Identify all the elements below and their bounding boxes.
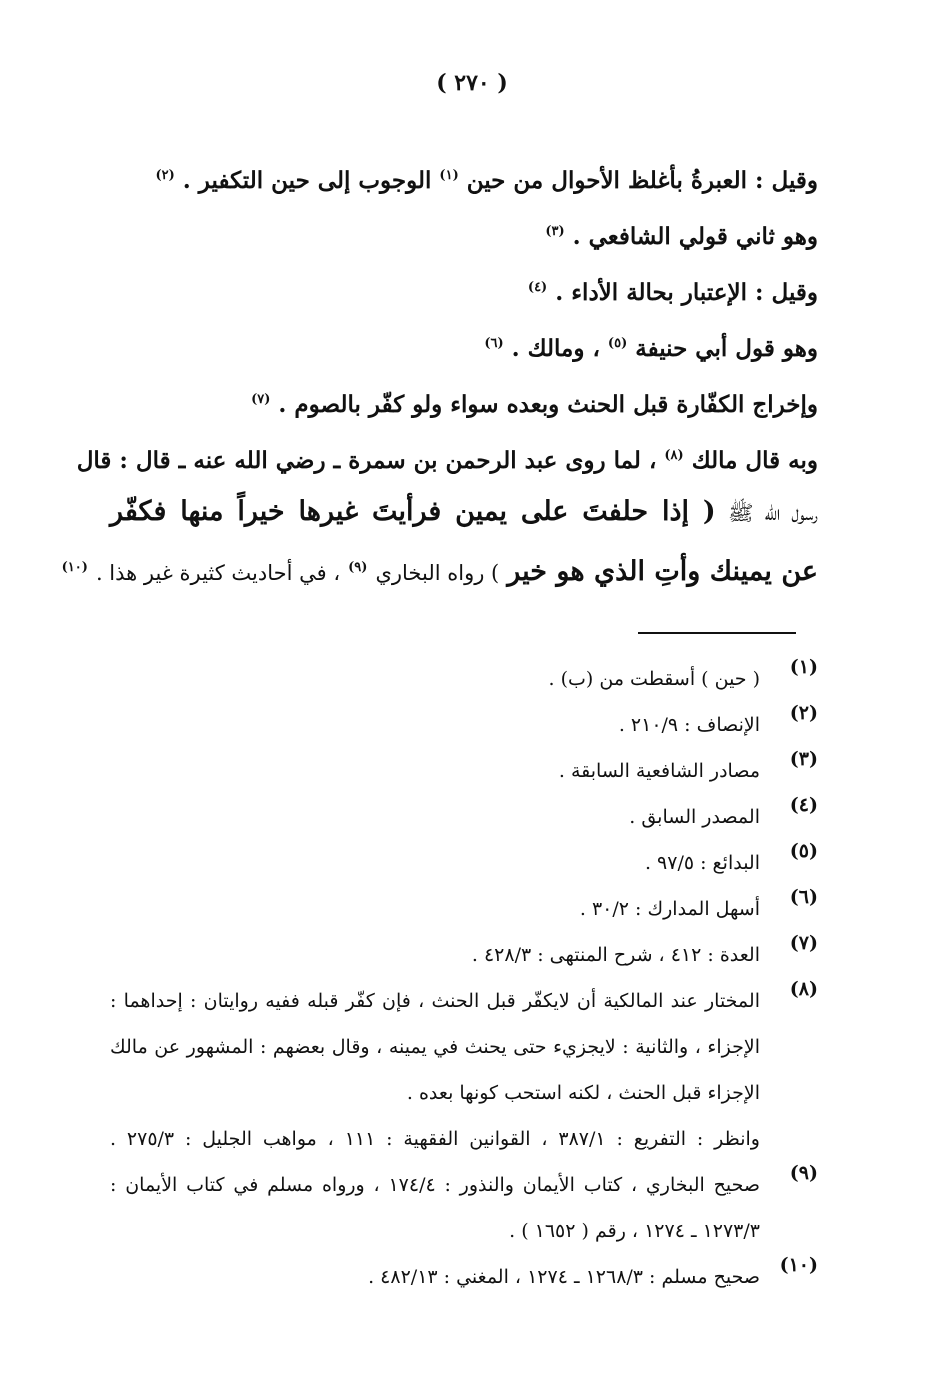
footnote-text: صحيح البخاري ، كتاب الأيمان والنذور : ١٧٤/٤ ، ورواه مسلم في كتاب الأيمان : [110, 1174, 760, 1196]
footnote [110, 794, 818, 840]
footnote-ref: (٣) [545, 224, 565, 239]
footnote-number: (٨) [789, 978, 818, 1000]
text-segment: الوجوب إلى حين التكفير . [182, 167, 432, 194]
footnote-ref: (٩) [348, 560, 368, 575]
footnote [110, 748, 818, 794]
footnote-number: (٩) [789, 1162, 818, 1184]
page-number: ( ٢٧٠ ) [436, 70, 508, 96]
footnote [110, 886, 818, 932]
text-line [110, 316, 818, 372]
footnote-number: (٣) [789, 748, 818, 770]
text-line [110, 204, 818, 260]
text-line [76, 428, 818, 484]
text-segment: وبه قال مالك [691, 447, 818, 474]
text-segment: ) رواه البخاري [375, 561, 500, 585]
footnote-number: (٧) [789, 932, 818, 954]
footnote-text: الإنصاف : ٢١٠/٩ . [618, 714, 760, 736]
text-segment: وهو ثاني قولي الشافعي . [572, 223, 818, 250]
footnote-text: المصدر السابق . [629, 806, 760, 828]
main-text [61, 148, 818, 596]
footnote-separator [638, 632, 796, 634]
footnote-text: مصادر الشافعية السابقة . [558, 760, 760, 782]
text-segment: وهو قول أبي حنيفة [635, 335, 818, 362]
footnotes [110, 656, 818, 1300]
footnote-number: (٢) [789, 702, 818, 724]
footnote-text: ١٢٧٣/٣ ـ ١٢٧٤ ، رقم ( ١٦٥٢ ) . [509, 1220, 760, 1242]
footnote-ref: (٨) [664, 448, 684, 463]
footnote-text: المختار عند المالكية أن لايكفّر قبل الحنث ، فإن كفّر قبله ففيه روايتان : إحداهما : [110, 990, 760, 1012]
footnote-ref: (١) [439, 168, 459, 183]
footnote [110, 978, 818, 1162]
footnote-number: (٤) [789, 794, 818, 816]
hadith-text: ( إذا حلفتَ على يمين فرأيتَ غيرها خيراً منها فكفّر [110, 496, 716, 527]
footnote-ref: (٥) [607, 336, 628, 351]
text-segment: وقيل : العبرةُ بأغلظ الأحوال من حين [466, 167, 818, 194]
footnote-text: صحيح مسلم : ١٢٦٨/٣ ـ ١٢٧٤ ، المغني : ٤٨٢/١٣ . [368, 1266, 760, 1288]
text-segment: ، في أحاديث كثيرة غير هذا . [95, 561, 341, 585]
footnote-number: (٥) [789, 840, 818, 862]
footnote-ref: (١٠) [61, 560, 88, 575]
hadith-text: عن يمينك وأتِ الذي هو خير [507, 556, 818, 587]
hadith-line [61, 540, 818, 596]
footnote [110, 932, 818, 978]
text-segment: وقيل : الإعتبار بحالة الأداء . [555, 279, 818, 306]
text-line [110, 148, 818, 204]
footnote-number: (٦) [789, 886, 818, 908]
text-segment: ، ومالك . [511, 335, 600, 362]
text-segment: ، لما روى عبد الرحمن بن سمرة ـ رضي الله عنه ـ قال : قال [76, 447, 657, 474]
footnote [110, 1162, 818, 1254]
footnote-number: (١) [789, 656, 818, 678]
text-segment: وإخراج الكفّارة قبل الحنث وبعده سواء ولو كفّر بالصوم . [278, 391, 818, 418]
footnote-ref: (٧) [251, 392, 271, 407]
footnote-ref: (٦) [484, 336, 504, 351]
footnote-text: أسهل المدارك : ٣٠/٢ . [579, 898, 760, 920]
footnote-text: ( حين ) أسقطت من (ب) . [548, 668, 760, 690]
text-segment: رسول الله ﷺ [728, 501, 818, 525]
footnote [110, 656, 818, 702]
footnote-text: الإجزاء ، والثانية : لايجزيء حتى يحنث في يمينه ، وقال بعضهم : المشهور عن مالك [110, 1036, 760, 1058]
footnote-ref: (٤) [527, 280, 548, 295]
footnote-text: البدائع : ٩٧/٥ . [644, 852, 760, 874]
footnote [110, 840, 818, 886]
footnote [110, 1254, 818, 1300]
footnote-ref: (٢) [155, 168, 175, 183]
footnote [110, 702, 818, 748]
text-line [110, 260, 818, 316]
hadith-line [110, 484, 818, 540]
text-line [110, 372, 818, 428]
footnote-text: وانظر : التفريع : ٣٨٧/١ ، القوانين الفقهية : ١١١ ، مواهب الجليل : ٢٧٥/٣ . [110, 1128, 760, 1150]
footnote-text: الإجزاء قبل الحنث ، لكنه استحب كونها بعده . [406, 1082, 760, 1104]
footnote-number: (١٠) [779, 1254, 818, 1276]
footnote-text: العدة : ٤١٢ ، شرح المنتهى : ٤٢٨/٣ . [471, 944, 760, 966]
